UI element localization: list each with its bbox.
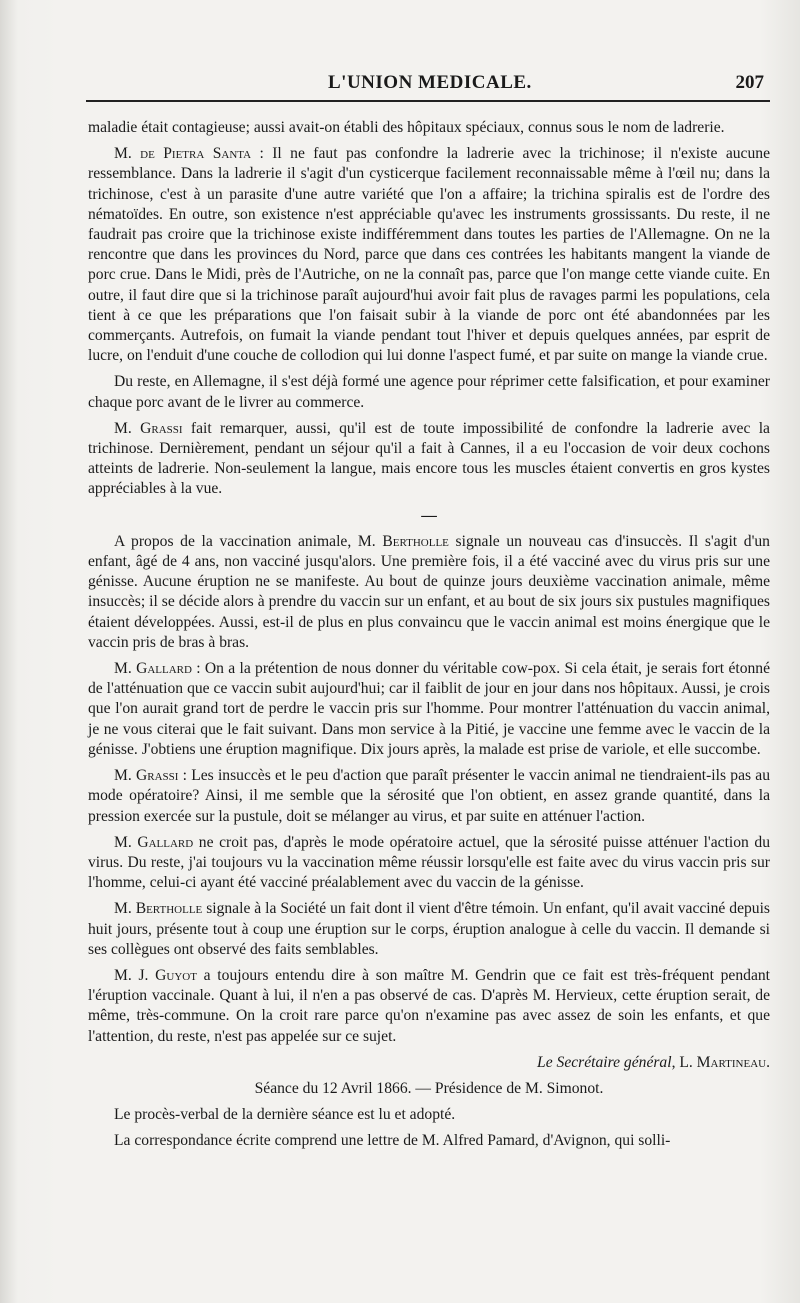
speaker-name: M. Gallard [114,660,192,678]
running-head: L'UNION MEDICALE. [328,72,532,93]
article-body [88,118,770,1158]
closing-line-2: La correspondance écrite comprend une lettre de M. Alfred Pamard, d'Avignon, qui solli- [114,1132,671,1150]
signature-name: L. Martineau. [679,1053,770,1071]
speaker-name: M. Bertholle [357,532,449,550]
signature: Le Secrétaire général, L. Martineau. [537,1053,770,1071]
seance-heading: Séance du 12 Avril 1866. — Présidence de M. Simonot. [254,1079,604,1097]
section-separator: — [421,506,437,524]
speaker-name: M. Gallard [114,833,194,851]
speaker-name: M. Bertholle [114,900,203,918]
page-header [88,72,770,96]
header-rule [86,100,770,102]
paragraph-grassi-1: M. Grassi fait remarquer, aussi, qu'il est de toute impossibilité de confondre la ladrerie avec la trichinose. Dernièrement, pendant un séjour qu'il a fait à Cannes, il a eu l'occasion de voir deux cochons atteints de ladrerie. Non-seulement la langue, mais encore tous les muscles étaient convertis en gros kystes appréciables à la vue. [88,419,770,498]
paragraph-continuation: maladie était contagieuse; aussi avait-on établi des hôpitaux spéciaux, connus sous le nom de ladrerie. [88,119,725,136]
speaker-name: M. Grassi [114,419,183,437]
paragraph-bertholle-2: M. Bertholle signale à la Société un fait dont il vient d'être témoin. Un enfant, qu'il avait vacciné depuis huit jours, présente tout à coup une éruption sur le corps, éruption analogue à celle du vaccin. Il demande si ses collègues ont observé des faits semblables. [88,900,770,958]
paragraph-pietra-santa: M. de Pietra Santa : Il ne faut pas confondre la ladrerie avec la trichinose; il n'existe aucune ressemblance. Dans la ladrerie il s'agit d'un cysticerque facilement reconnaissable même à l'œil nu; dans la trichinose, c'est à un parasite d'une autre variété que l'on a affaire; la trichina spiralis est de l'ordre des nématoïdes. En outre, son existence n'est appréciable qu'avec les instruments grossissants. Du reste, il ne faudrait pas croire que la trichinose existe indifféremment dans toutes les parties de l'Allemagne. On ne la rencontre que dans les provinces du Nord, parce que dans ces contrées les habitants mangent la viande de porc crue. Dans le Midi, près de l'Autriche, on ne la connaît pas, parce que l'on mange cette viande cuite. En outre, il faut dire que si la trichinose paraît aujourd'hui avoir fait plus de ravages parmi les populations, cela tient à ce que les préparations que l'on faisait subir à la viande de porc ont été abandonnées par les commerçants. Autrefois, on fumait la viande pendant tout l'hiver et depuis quelques années, par esprit de lucre, on l'enduit d'une couche de collodion qui lui donne l'aspect fumé, et par suite on mange la viande crue. [88,145,770,365]
speaker-name: M. de Pietra Santa [114,145,252,163]
page-number: 207 [735,72,764,93]
closing-line-1: Le procès-verbal de la dernière séance est lu et adopté. [114,1106,456,1124]
paragraph-allemagne: Du reste, en Allemagne, il s'est déjà formé une agence pour réprimer cette falsification, et pour examiner chaque porc avant de le livrer au commerce. [88,373,770,411]
speaker-name: M. J. Guyot [114,966,197,984]
paragraph-guyot: M. J. Guyot a toujours entendu dire à son maître M. Gendrin que ce fait est très-fréquent pendant l'éruption vaccinale. Quant à lui, il n'en a pas observé de cas. D'après M. Hervieux, cette éruption serait, de même, très-commune. On la croit rare parce qu'on n'examine pas avec assez de soin les enfants, et que l'attention, du reste, n'est pas appelée sur ce sujet. [88,966,771,1045]
signature-role: Le Secrétaire général [537,1053,672,1071]
paragraph-gallard-1: M. Gallard : On a la prétention de nous donner du véritable cow-pox. Si cela était, je serais fort étonné de l'atténuation que ce vaccin subit aujourd'hui; car il faiblit de jour en jour dans nos hôpitaux. Aussi, je crois que l'on aurait grand tort de perdre le vaccin pris sur l'homme. Pour montrer l'atténuation du vaccin animal, je ne vous citerai que le fait suivant. Dans mon service à la Pitié, je vaccine une femme avec le vaccin de la génisse. J'obtiens une éruption magnifique. Dix jours après, la malade est prise de variole, et elle succombe. [88,660,771,758]
paragraph-gallard-2: M. Gallard ne croit pas, d'après le mode opératoire actuel, que la sérosité puisse atténuer l'action du virus. Du reste, j'ai toujours vu la vaccination même réussir lorsqu'elle est faite avec du virus vaccin pris sur l'homme, celui-ci ayant été vacciné préalablement avec du vaccin de la génisse. [88,833,770,892]
paragraph-bertholle-1: A propos de la vaccination animale, M. Bertholle signale un nouveau cas d'insuccès. Il s'agit d'un enfant, âgé de 4 ans, non vacciné jusqu'alors. Une première fois, il a été vacciné avec du virus pris sur une génisse. Aucune éruption ne se manifeste. Au bout de quinze jours deuxième vaccination animale, même insuccès; il se décide alors à prendre du vaccin sur un enfant, et au bout de six jours six pustules magnifiques étaient développées. Aussi, est-il de plus en plus convaincu que le vaccin animal est moins énergique que le vaccin pris de bras à bras. [88,532,770,651]
speaker-name: M. Grassi [114,767,179,785]
paragraph-grassi-2: M. Grassi : Les insuccès et le peu d'action que paraît présenter le vaccin animal ne tiendraient-ils pas au mode opératoire? Ainsi, il me semble que la sérosité que l'on obtient, en assez grande quantité, dans la pression exercée sur la pustule, doit se mélanger au virus, et par suite en atténuer l'action. [88,767,770,825]
